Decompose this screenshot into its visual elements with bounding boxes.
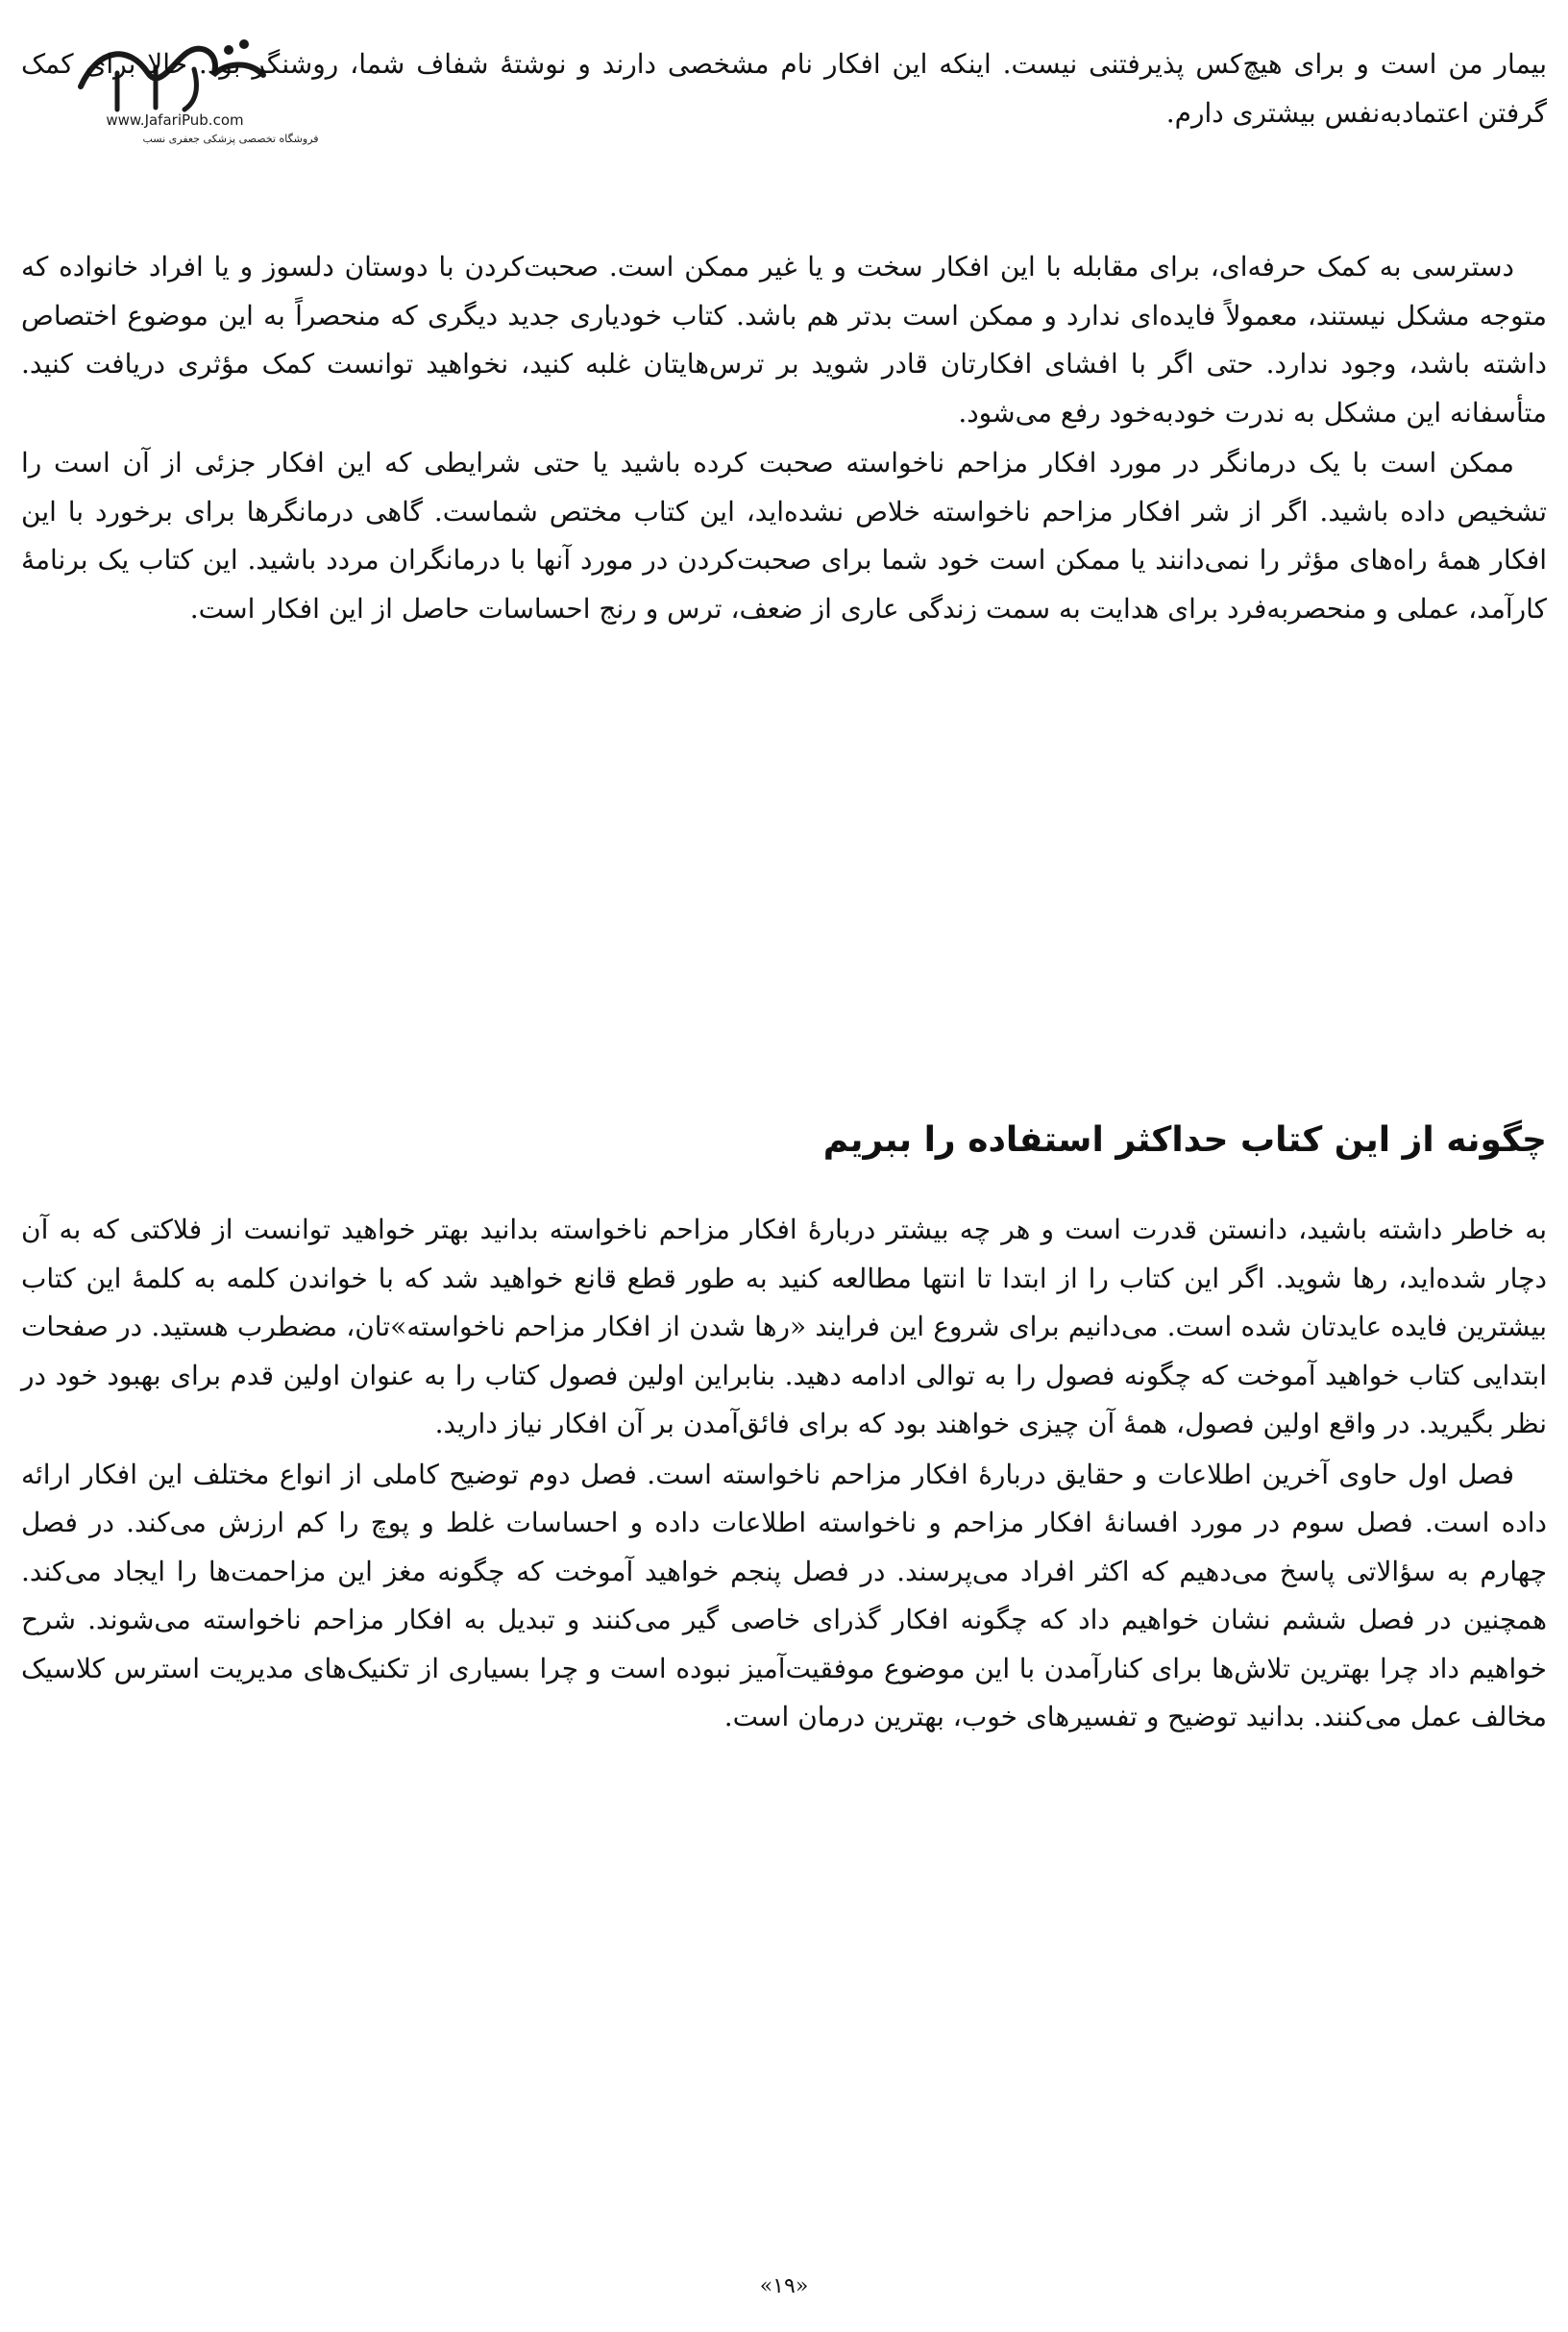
section-one-text [21,243,1547,635]
paragraph-knowledge-is-power: به خاطر داشته باشید، دانستن قدرت است و هر چه بیشتر دربارهٔ افکار مزاحم ناخواسته بدانید بهتر خواهید توانست از فلاکتی که به آن دچار شده‌اید، رها شوید. اگر این کتاب را از ابتدا تا انتها مطالعه کنید به طور قطع قانع خواهید شد که با خواندن کلمه به کلمهٔ این کتاب بیشترین فایده عایدتان شده است. می‌دانیم برای شروع این فرایند «رها شدن از افکار مزاحم ناخواسته»تان، مضطرب هستید. در صفحات ابتدایی کتاب خواهید آموخت که چگونه فصول را به توالی ادامه دهید. بنابراین اولین فصول کتاب را به عنوان اولین قدم برای بهبود خود در نظر بگیرید. در واقع اولین فصول، همهٔ آن چیزی خواهند بود که برای فائق‌آمدن بر آن افکار نیاز دارید. [21,1214,1547,1439]
section-two-text [21,1206,1547,1744]
intro-text [21,40,1547,139]
intro-paragraph: بیمار من است و برای هیچ‌کس پذیرفتنی نیست. اینکه این افکار نام مشخصی دارند و نوشتهٔ شفاف شما، روشنگر بود. حالا برای کمک گرفتن اعتمادبه‌نفس بیشتری دارم. [21,48,1547,129]
page-number: «۱۹» [759,2274,809,2298]
paragraph-professional-help: دسترسی به کمک حرفه‌ای، برای مقابله با این افکار سخت و یا غیر ممکن است. صحبت‌کردن با دوستان دلسوز و یا افراد خانواده که متوجه مشکل نیستند، معمولاً فایده‌ای ندارد و ممکن است بدتر هم باشد. کتاب خودیاری جدید دیگری که منحصراً به این موضوع اختصاص داشته باشد، وجود ندارد. حتی اگر با افشای افکارتان قادر شوید بر ترس‌هایتان غلبه کنید، نخواهید توانست کمک مؤثری دریافت کنید. متأسفانه این مشکل به ندرت خودبه‌خود رفع می‌شود. [21,251,1547,429]
logo-caption: فروشگاه تخصصی پزشکی جعفری نسب [142,133,319,145]
logo-url: www.JafariPub.com [106,111,244,129]
section-heading: چگونه از این کتاب حداکثر استفاده را ببریم [822,1120,1547,1160]
paragraph-therapist: ممکن است با یک درمانگر در مورد افکار مزاحم ناخواسته صحبت کرده باشید یا حتی شرایطی که این افکار جزئی از آن است را تشخیص داده باشید. اگر از شر افکار مزاحم ناخواسته خلاص نشده‌اید، این کتاب مختص شماست. گاهی درمانگرها برای برخورد با این افکار همهٔ راه‌های مؤثر را نمی‌دانند یا ممکن است خود شما برای صحبت‌کردن در مورد آنها با درمانگران مردد باشید. این کتاب یک برنامهٔ کارآمد، عملی و منحصربه‌فرد برای هدایت به سمت زندگی عاری از ضعف، ترس و رنج احساسات حاصل از این افکار است. [21,447,1547,625]
paragraph-chapter-overview: فصل اول حاوی آخرین اطلاعات و حقایق دربارهٔ افکار مزاحم ناخواسته است. فصل دوم توضیح کاملی از انواع مختلف این افکار ارائه داده است. فصل سوم در مورد افسانهٔ افکار مزاحم و ناخواسته اطلاعات داده و احساسات غلط و پوچ را کم ارزش می‌کند. در فصل چهارم به سؤالاتی پاسخ می‌دهیم که اکثر افراد می‌پرسند. در فصل پنجم خواهید آموخت که چگونه مغز این مزاحمت‌ها را ایجاد می‌کند. همچنین در فصل ششم نشان خواهیم داد که چگونه افکار گذرای خاصی گیر می‌کنند و تبدیل به افکار مزاحم ناخواسته می‌شوند. شرح خواهیم داد چرا بهترین تلاش‌ها برای کنارآمدن با این موضوع موفقیت‌آمیز نبوده است و چرا بسیاری از تکنیک‌های مدیریت استرس کلاسیک مخالف عمل می‌کنند. بدانید توضیح و تفسیرهای خوب، بهترین درمان است. [21,1458,1547,1732]
